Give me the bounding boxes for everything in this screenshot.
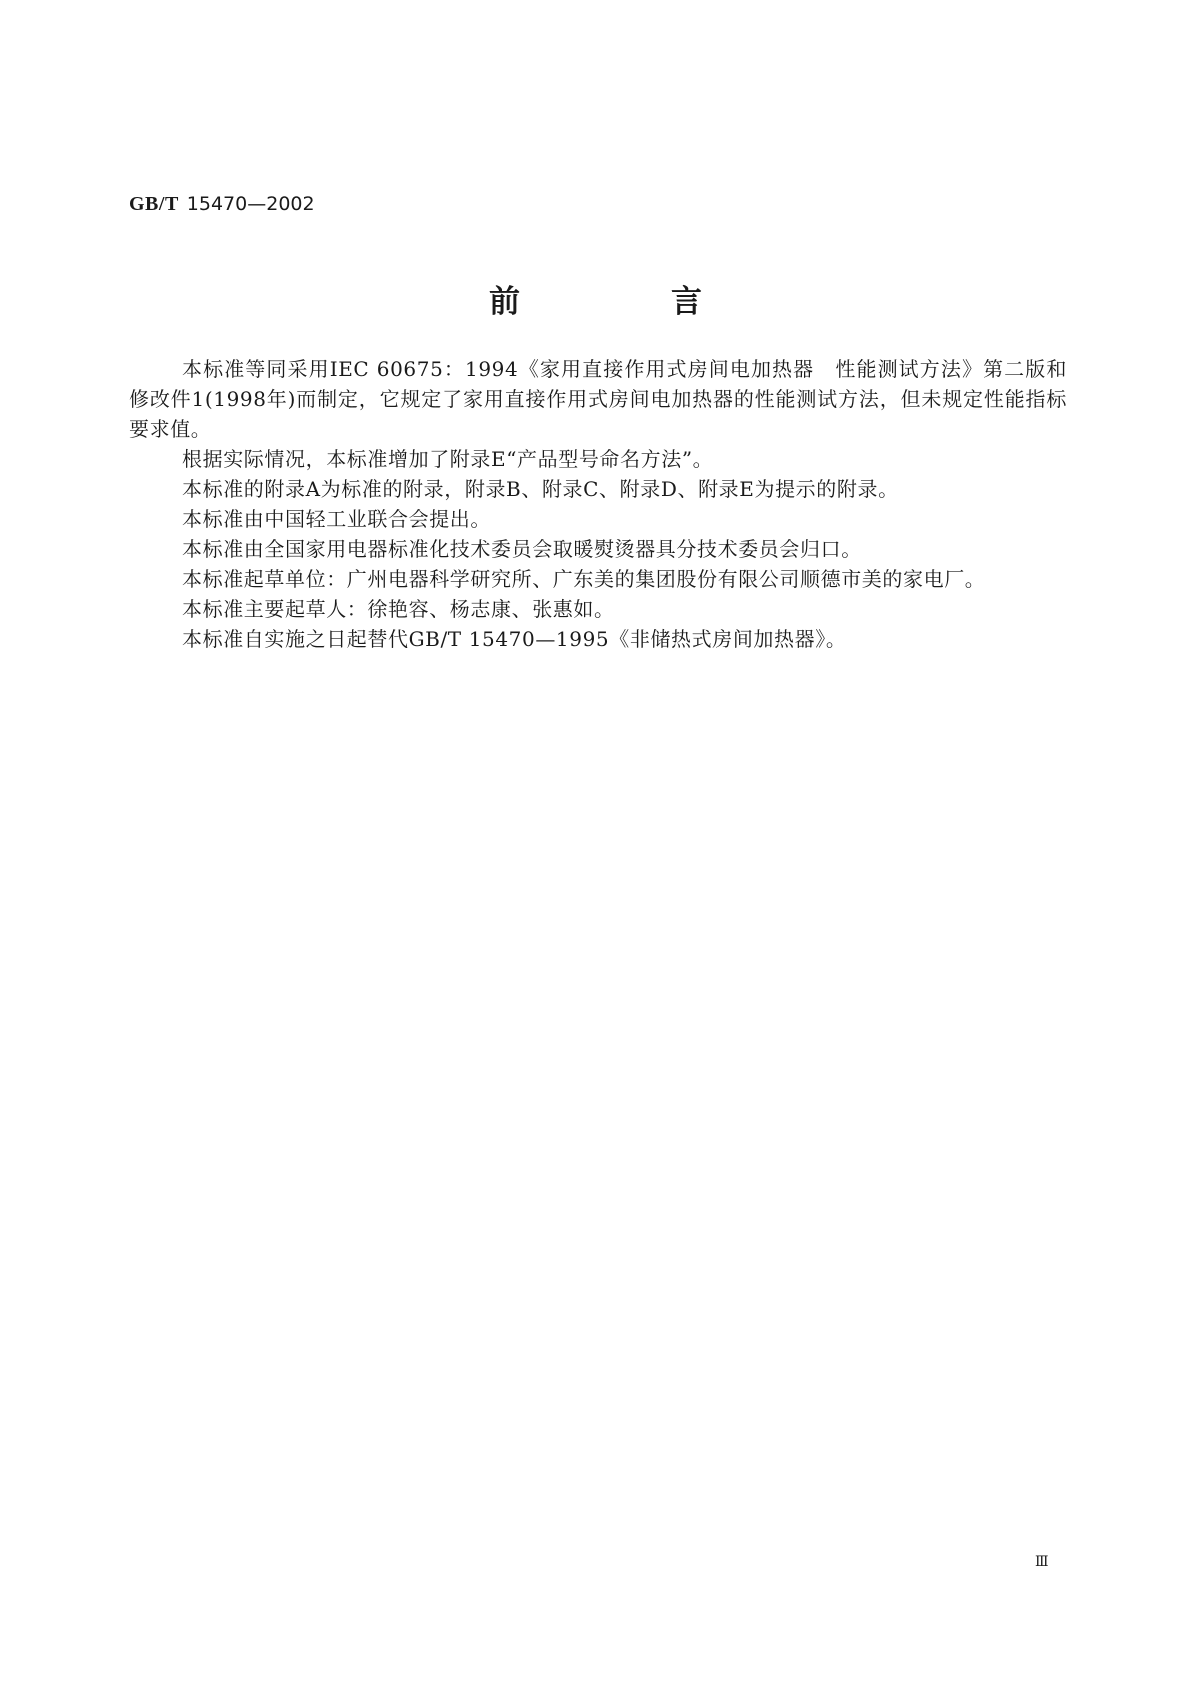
page-title: 前 言 xyxy=(489,284,762,320)
paragraph-replacement: 本标准自实施之日起替代GB/T 15470—1995《非储热式房间加热器》。 xyxy=(182,627,847,651)
paragraph-committee: 本标准由全国家用电器标准化技术委员会取暖熨烫器具分技术委员会归口。 xyxy=(182,537,862,561)
foreword-body xyxy=(129,354,1067,654)
paragraph-proposer: 本标准由中国轻工业联合会提出。 xyxy=(182,507,491,531)
standard-code-number: 15470—2002 xyxy=(186,193,315,215)
standard-code-prefix: GB/T xyxy=(129,193,179,215)
paragraph-drafting-units: 本标准起草单位：广州电器科学研究所、广东美的集团股份有限公司顺德市美的家电厂。 xyxy=(182,567,986,591)
paragraph-drafters: 本标准主要起草人：徐艳容、杨志康、张惠如。 xyxy=(182,597,615,621)
paragraph-appendix-e: 根据实际情况，本标准增加了附录E“产品型号命名方法”。 xyxy=(182,447,714,471)
page-number: Ⅲ xyxy=(1035,1555,1049,1570)
paragraph-appendix-types: 本标准的附录A为标准的附录，附录B、附录C、附录D、附录E为提示的附录。 xyxy=(182,477,899,501)
standard-code xyxy=(129,191,315,216)
paragraph-adoption: 本标准等同采用IEC 60675：1994《家用直接作用式房间电加热器 性能测试方法》第二版和修改件1(1998年)而制定，它规定了家用直接作用式房间电加热器的性能测试方法，但未规定性能指标要求值。 xyxy=(129,357,1067,441)
